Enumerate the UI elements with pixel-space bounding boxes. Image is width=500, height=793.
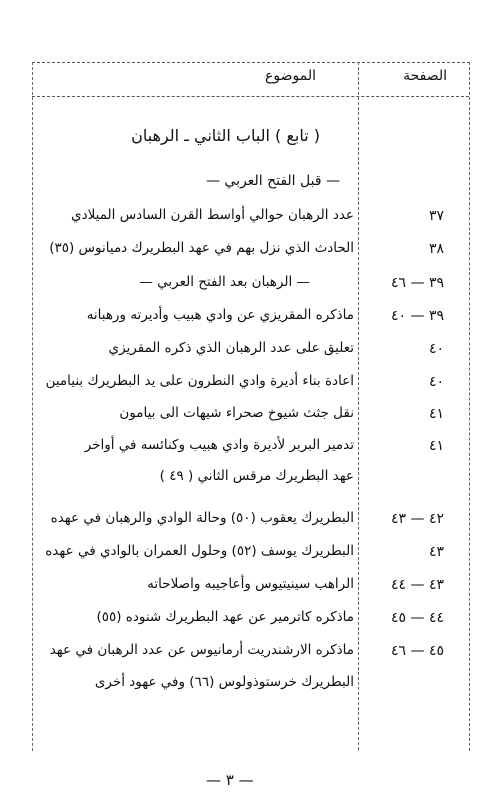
toc-page-ref: ٣٨ — [428, 241, 444, 257]
toc-page-ref: ٣٩ — ٤٦ — [391, 275, 444, 291]
toc-page-ref: ٤٠ — [428, 374, 444, 390]
toc-entry: عدد الرهبان حوالي أواسط القرن السادس الميلادي — [71, 207, 354, 223]
toc-entry: ماذكره المقريزي عن وادي هبيب وأديرته ورهبانه — [86, 307, 354, 323]
column-divider — [358, 62, 359, 750]
toc-page-ref: ٤١ — [428, 438, 444, 454]
toc-entry: الحادث الذي نزل بهم في عهد البطريرك دميانوس (٣٥) — [49, 240, 354, 256]
toc-subheading: — الرهبان بعد الفتح العربي — — [139, 274, 310, 290]
section-title: ( تابع ) الباب الثاني ـ الرهبان — [131, 126, 320, 145]
toc-page-ref: ٣٩ — ٤٠ — [391, 308, 444, 324]
toc-entry: اعادة بناء أديرة وادي النطرون على يد البطريرك بنيامين — [45, 373, 354, 389]
toc-page-ref: ٤١ — [428, 406, 444, 422]
header-divider — [32, 96, 469, 97]
section-subheading: — قبل الفتح العربي — — [205, 173, 340, 189]
toc-entry: نقل جثث شيوخ صحراء شيهات الى بيامون — [119, 405, 354, 421]
toc-page-ref: ٤٢ — ٤٣ — [391, 511, 444, 527]
topic-column-header-label: الموضوع — [265, 68, 316, 84]
toc-entry: الراهب سينيتيوس وأعاجيبه واصلاحاته — [147, 576, 354, 592]
toc-page-ref: ٤٠ — [428, 341, 444, 357]
toc-entry: البطريرك يعقوب (٥٠) وحالة الوادي والرهبان في عهده — [50, 510, 354, 526]
toc-page-ref: ٣٧ — [428, 208, 444, 224]
toc-entry: البطريرك يوسف (٥٢) وحلول العمران بالوادي في عهده — [45, 543, 354, 559]
topic-column-header — [265, 68, 316, 84]
toc-page-ref: ٤٤ — ٤٥ — [391, 610, 444, 626]
toc-entry-continuation: عهد البطريرك مرقس الثاني ( ٤٩ ) — [159, 468, 354, 484]
toc-entry: ماذكره كاترمير عن عهد البطريرك شنوده (٥٥) — [96, 609, 354, 625]
toc-entry: تعليق على عدد الرهبان الذي ذكره المقريزي — [108, 340, 354, 356]
toc-page-ref: ٤٣ — [428, 544, 444, 560]
toc-page-ref: ٤٥ — ٤٦ — [391, 643, 444, 659]
toc-entry: ماذكره الارشندريت أرمانيوس عن عدد الرهبان في عهد — [49, 642, 354, 658]
toc-entry-continuation: البطريرك خرستوذولوس (٦٦) وفي عهود أخرى — [94, 674, 354, 690]
toc-page-ref: ٤٣ — ٤٤ — [391, 577, 444, 593]
page-column-header: الصفحة — [403, 68, 447, 84]
toc-entry: تدمير البربر لأديرة وادي هبيب وكنائسه في أواخر — [84, 437, 354, 453]
page-number: — ٣ — — [206, 771, 254, 789]
